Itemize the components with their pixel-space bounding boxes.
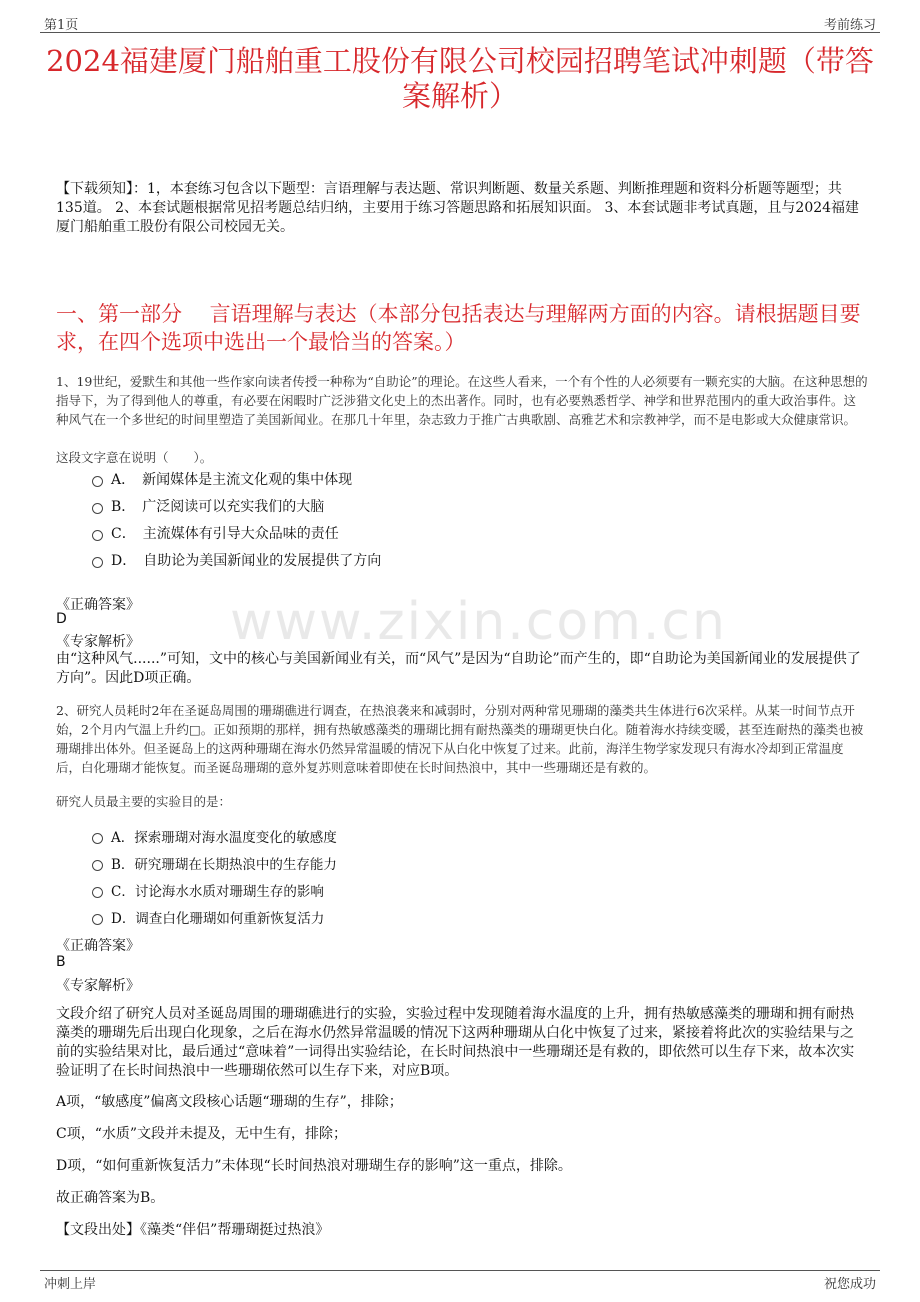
question-1-text: 1、19世纪，爱默生和其他一些作家向读者传授一种称为“自助论”的理论。在这些人看来，一个有个性的人必须要有一颗充实的大脑。在这种思想的指导下，为了得到他人的尊重，有必要在闲暇时广泛涉猎文化史上的杰出著作。同时，也有必要熟悉哲学、神学和世界范围内的重大政治事件。这种风气在一个多世纪的时间里塑造了美国新闻业。在那几十年里，杂志致力于推广古典歌剧、高雅艺术和宗教神学，而不是电影或大众健康常识。 [56, 374, 868, 427]
page-number: 第1页 [44, 18, 79, 33]
radio-icon[interactable] [92, 860, 103, 871]
conclusion: 故正确答案为B。 [56, 1190, 165, 1206]
option-b[interactable]: B． 广泛阅读可以充实我们的大脑 [92, 492, 381, 519]
analysis-label: 《专家解析》 [56, 978, 140, 994]
radio-icon[interactable] [92, 557, 103, 568]
option-a[interactable]: A． 新闻媒体是主流文化观的集中体现 [92, 465, 381, 492]
option-d[interactable]: D． 自助论为美国新闻业的发展提供了方向 [92, 546, 381, 573]
option-c[interactable]: C． 主流媒体有引导大众品味的责任 [92, 519, 381, 546]
watermark: www.zixin.com.cn [230, 592, 727, 652]
analysis-note-d: D项，“如何重新恢复活力”未体现“长时间热浪对珊瑚生存的影响”这一重点，排除。 [56, 1158, 572, 1174]
option-d[interactable]: D．调查白化珊瑚如何重新恢复活力 [92, 903, 337, 930]
question-2-text: 2、研究人员耗时2年在圣诞岛周围的珊瑚礁进行调查，在热浪袭来和减弱时，分别对两种常见珊瑚的藻类共生体进行6次采样。从某一时间节点开始，2个月内气温上升约□。正如预期的那样，拥有热敏感藻类的珊瑚比拥有耐热藻类的珊瑚更快白化。随着海水持续变暖，甚至连耐热的藻类也被珊瑚排出体外。但圣诞岛上的这两种珊瑚在海水仍然异常温暖的情况下从白化中恢复了过来。此前，海洋生物学家发现只有海水冷却到正常温度后，白化珊瑚才能恢复。而圣诞岛珊瑚的意外复苏则意味着即使在长时间热浪中，其中一些珊瑚还是有救的。 [56, 703, 864, 775]
header-divider [40, 32, 880, 33]
footer-right: 祝您成功 [823, 1277, 876, 1292]
analysis-label: 《专家解析》 [56, 634, 140, 650]
section-heading: 一、第一部分 言语理解与表达（本部分包括表达与理解两方面的内容。请根据题目要求，在四个选项中选出一个最恰当的答案。） [56, 302, 861, 354]
analysis-note-a: A项，“敏感度”偏离文段核心话题“珊瑚的生存”，排除； [56, 1094, 403, 1110]
radio-icon[interactable] [92, 833, 103, 844]
answer-value: D [56, 611, 67, 627]
analysis-text: 文段介绍了研究人员对圣诞岛周围的珊瑚礁进行的实验，实验过程中发现随着海水温度的上升，拥有热敏感藻类的珊瑚和拥有耐热藻类的珊瑚先后出现白化现象，之后在海水仍然异常温暖的情况下这两种珊瑚从白化中恢复了过来，紧接着将此次的实验结果与之前的实验结果对比，最后通过“意味着”一词得出实验结论，在长时间热浪中一些珊瑚还是有救的，即依然可以生存下来，故本次实验证明了在长时间热浪中一些珊瑚依然可以生存下来，对应B项。 [56, 1006, 855, 1079]
question-1-prompt: 这段文字意在说明（ ）。 [56, 450, 213, 465]
footer-left: 冲刺上岸 [44, 1277, 97, 1292]
analysis-note-c: C项，“水质”文段并未提及，无中生有，排除； [56, 1126, 348, 1142]
header-label: 考前练习 [823, 18, 876, 33]
option-a[interactable]: A．探索珊瑚对海水温度变化的敏感度 [92, 822, 337, 849]
question-1-options [92, 465, 381, 573]
download-notice: 【下载须知】：1，本套练习包含以下题型：言语理解与表达题、常识判断题、数量关系题、判断推理题和资料分析题等题型；共135道。 2、本套试题根据常见招考题总结归纳，主要用于练习答题思路和拓展知识面。 3、本套试题非考试真题，且与2024福建厦门船舶重工股份有限公司校园无关。 [56, 181, 860, 235]
radio-icon[interactable] [92, 503, 103, 514]
analysis-text: 由“这种风气......”可知，文中的核心与美国新闻业有关，而“风气”是因为“自助论”而产生的，即“自助论为美国新闻业的发展提供了方向”。因此D项正确。 [56, 651, 861, 686]
question-2-options [92, 822, 337, 930]
option-c[interactable]: C．讨论海水水质对珊瑚生存的影响 [92, 876, 337, 903]
radio-icon[interactable] [92, 914, 103, 925]
radio-icon[interactable] [92, 887, 103, 898]
radio-icon[interactable] [92, 530, 103, 541]
source-note: 【文段出处】《藻类“伴侣”帮珊瑚挺过热浪》 [56, 1222, 330, 1238]
footer-divider [40, 1270, 880, 1271]
question-2-prompt: 研究人员最主要的实验目的是： [56, 794, 232, 809]
answer-value: B [56, 954, 66, 970]
answer-label: 《正确答案》 [56, 938, 140, 954]
radio-icon[interactable] [92, 476, 103, 487]
option-b[interactable]: B．研究珊瑚在长期热浪中的生存能力 [92, 849, 337, 876]
answer-label: 《正确答案》 [56, 597, 140, 613]
page-title: 2024福建厦门船舶重工股份有限公司校园招聘笔试冲刺题（带答案解析） [46, 44, 874, 113]
